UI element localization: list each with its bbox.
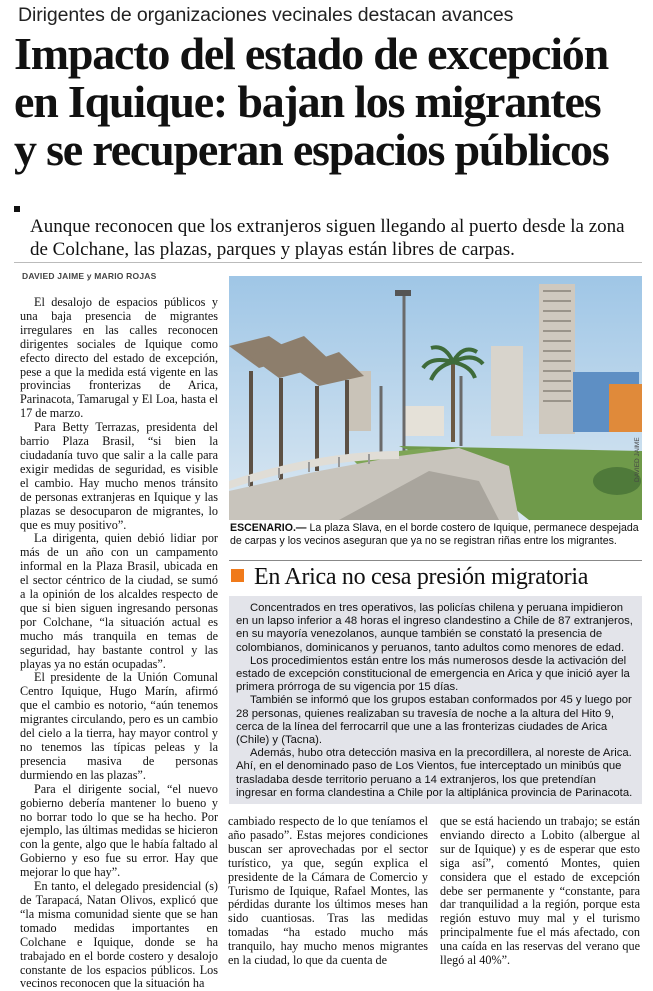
article-column-2 bbox=[228, 815, 428, 968]
kicker: Dirigentes de organizaciones vecinales destacan avances bbox=[18, 4, 514, 26]
article-column-3 bbox=[440, 815, 640, 968]
paragraph: Los procedimientos están entre los más numerosos desde la activación del estado de excepción constitucional de emergencia en Arica y que inició ayer la primera prórroga de su vigencia por 15 días. bbox=[236, 654, 630, 694]
paragraph: El desalojo de espacios públicos y una baja presencia de migrantes irregulares en las calles reconocen dirigentes sociales de Iquique como efecto directo del estado de excepción, pese a que la medida está vigente en las provincias fronterizas de Arica, Parinacota, Tamarugal y El Loa, hasta el 17 de marzo. bbox=[20, 295, 218, 421]
paragraph: El presidente de la Unión Comunal Centro Iquique, Hugo Marín, afirmó que el cambio es notorio, “aún tenemos migrantes circulando, pero es un cambio del cielo a la tierra, hay mayor control y no tenemos las típicas peleas y la presencia masiva de personas durmiendo en las plazas”. bbox=[20, 670, 218, 782]
caption-label: ESCENARIO.— bbox=[230, 522, 307, 534]
photo-credit: DAVIED JAIME bbox=[634, 437, 641, 482]
divider bbox=[14, 262, 642, 263]
subhead-marker bbox=[231, 569, 244, 582]
paragraph: La dirigenta, quien debió lidiar por más de un año con un campamento informal en la Plaza Brasil, ubicada en el sector céntrico de la ciudad, se sumó a la opinión de los alcaldes respecto de que si bien siguen ingresando personas por Colchane, “la situación actual es mucho más tranquila en temas de seguridad, hay bastante control y las playas ya no están ocupadas”. bbox=[20, 531, 218, 671]
paragraph: Para Betty Terrazas, presidenta del barrio Plaza Brasil, “si bien la ciudadanía tuvo que salir a la calle para exigir medidas de seguridad, es visible el cambio. Hay mucho menos tránsito de personas extranjeras en Iquique y las plazas se desocuparon de migrantes, lo que es muy positivo”. bbox=[20, 420, 218, 532]
caption-text: La plaza Slava, en el borde costero de Iquique, permanece despejada de carpas y los vecinos aseguran que ya no se registran riñas entre los migrantes. bbox=[230, 522, 639, 547]
paragraph: cambiado respecto de lo que teníamos el año pasado”. Estas mejores condiciones buscan ser aprovechadas por el sector turístico, ya que, según explica el presidente de la Cámara de Comercio y Turismo de Iquique, Rafael Montes, las pérdidas durante los últimos meses han sido cuantiosas. Tras las medidas tomadas “ha estado mucho más tranquilo, hay mucho menos migrantes en la ciudad, lo que da cuenta de bbox=[228, 814, 428, 968]
dek-bullet bbox=[14, 206, 20, 212]
paragraph: Concentrados en tres operativos, las policías chilena y peruana impidieron en un lapso inferior a 48 horas el ingreso clandestino a Chile de 87 extranjeros, en su mayoría venezolanos, aunque también se constató la presencia de colombianos, dominicanos y peruanos, tanto adultos como menores de edad. bbox=[236, 602, 633, 654]
paragraph: Para el dirigente social, “el nuevo gobierno debería mantener lo bueno y no borrar todo lo que se ha hecho. Por ejemplo, las últimas medidas se hicieron con la gente, algo que le había faltado al Gobierno y eso fue su error. Hay que mejorar lo que hay”. bbox=[20, 781, 218, 880]
headline-line-1: Impacto del estado de excepción bbox=[14, 28, 608, 79]
article-photo bbox=[229, 276, 642, 520]
sidebar-subhead: En Arica no cesa presión migratoria bbox=[254, 564, 589, 590]
headline bbox=[14, 30, 644, 174]
photo-caption bbox=[230, 522, 642, 548]
headline-line-2: en Iquique: bajan los migrantes bbox=[14, 76, 601, 127]
byline: DAVIED JAIME y MARIO ROJAS bbox=[22, 271, 157, 281]
promenade-photo-illustration bbox=[229, 276, 642, 520]
paragraph: que se está haciendo un trabajo; se están enviando directo a Lobito (albergue al sur de Iquique) y es de esperar que esto siga así”, comentó Montes, quien considera que el estado de excepción debe ser permanente y “constante, para dar tranquilidad a la región, porque esta región estuvo muy mal y el turismo principalmente fue el más afectado, con una caída en las reservas del verano que llegó al 40%”. bbox=[440, 814, 640, 968]
article-column-1 bbox=[20, 296, 218, 991]
headline-line-3: y se recuperan espacios públicos bbox=[14, 124, 609, 175]
dek: Aunque reconocen que los extranjeros siguen llegando al puerto desde la zona de Colchane, las plazas, parques y playas están libres de carpas. bbox=[30, 216, 625, 260]
paragraph: Además, hubo otra detección masiva en la precordillera, al noreste de Arica. Ahí, en el denominado paso de Los Vientos, fue interceptado un minibús que trasladaba desde territorio peruano a 14 extranjeros, los que pretendían ingresar en forma clandestina a Chile por la altiplánica provincia de Parinacota. bbox=[236, 747, 633, 799]
subhead-rule bbox=[229, 560, 642, 561]
sidebar-text bbox=[236, 602, 636, 800]
paragraph: También se informó que los grupos estaban conformados por 45 y luego por 28 personas, quienes realizaban su travesía de noche a la altura del Hito 9, cerca de la línea del ferrocarril que une a las fronterizas ciudades de Arica (Chile) y (Tacna). bbox=[236, 694, 632, 747]
paragraph: En tanto, el delegado presidencial (s) de Tarapacá, Natan Olivos, explicó que “la misma comunidad siente que se han tomado medidas importantes en Colchane e Iquique, donde se ha trabajado en el borde costero y desalojo constante de los espacios públicos. Los vecinos reconocen que la situación ha bbox=[20, 879, 218, 991]
